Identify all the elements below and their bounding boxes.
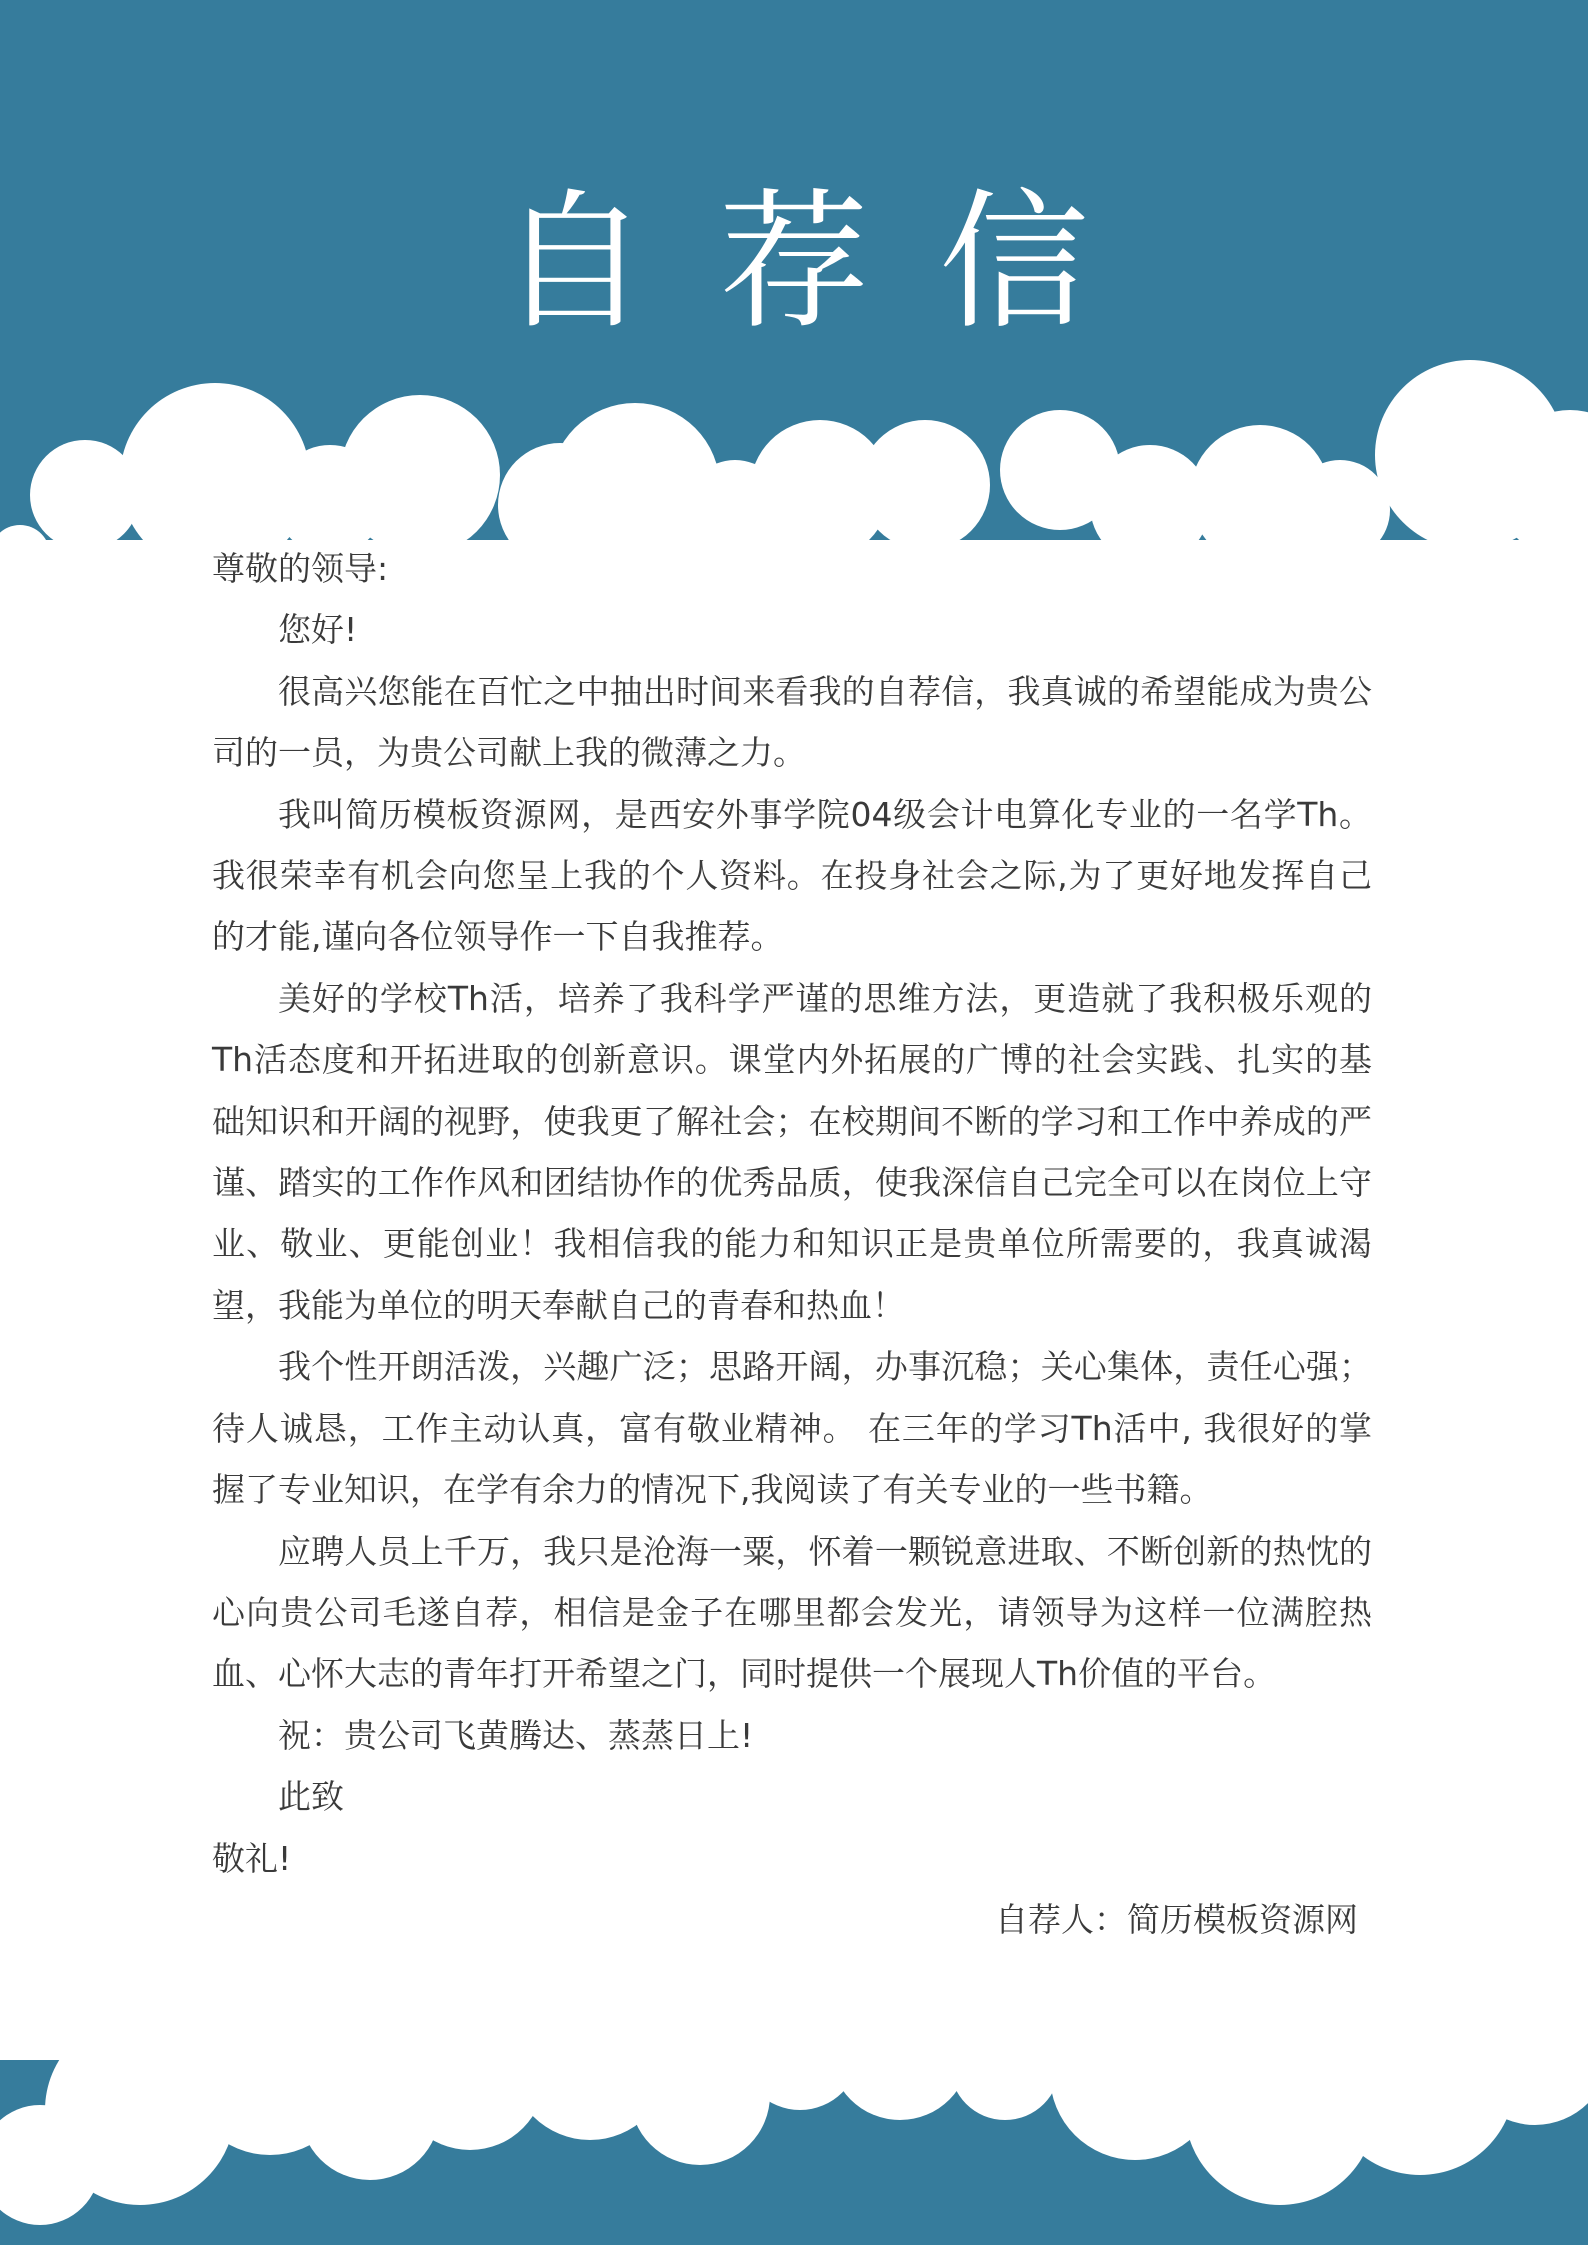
paragraph-application: 应聘人员上千万，我只是沧海一粟，怀着一颗锐意进取、不断创新的热忱的心向贵公司毛遂自荐，相信是金子在哪里都会发光，请领导为这样一位满腔热血、心怀大志的青年打开希望之门，同时提供一个展现人Th价值的平台。 (212, 1531, 1372, 1694)
page-title: 自荐信 (498, 176, 1159, 350)
greeting: 您好! (278, 610, 358, 650)
closing-line: 此致 (278, 1777, 344, 1817)
wish-line: 祝：贵公司飞黄腾达、蒸蒸日上! (278, 1715, 754, 1755)
salutation: 尊敬的领导: (212, 549, 389, 588)
regards-line: 敬礼! (212, 1838, 292, 1878)
paragraph-intro: 很高兴您能在百忙之中抽出时间来看我的自荐信，我真诚的希望能成为贵公司的一员，为贵公司献上我的微薄之力。 (212, 671, 1372, 773)
signature: 自荐人：简历模板资源网 (995, 1899, 1358, 1939)
paragraph-personality: 我个性开朗活泼，兴趣广泛；思路开阔，办事沉稳；关心集体，责任心强；待人诚恳，工作主动认真，富有敬业精神。 在三年的学习Th活中, 我很好的掌握了专业知识，在学有余力的情况下,我阅读了有关专业的一些书籍。 (212, 1347, 1372, 1510)
paragraph-self-introduction: 我叫简历模板资源网，是西安外事学院04级会计电算化专业的一名学Th。我很荣幸有机会向您呈上我的个人资料。在投身社会之际,为了更好地发挥自己的才能,谨向各位领导作一下自我推荐。 (212, 794, 1372, 957)
letter-body (212, 538, 1372, 1950)
paragraph-school-life: 美好的学校Th活，培养了我科学严谨的思维方法，更造就了我积极乐观的Th活态度和开拓进取的创新意识。课堂内外拓展的广博的社会实践、扎实的基础知识和开阔的视野，使我更了解社会；在校期间不断的学习和工作中养成的严谨、踏实的工作作风和团结协作的优秀品质，使我深信自己完全可以在岗位上守业、敬业、更能创业！我相信我的能力和知识正是贵单位所需要的，我真诚渴望，我能为单位的明天奉献自己的青春和热血！ (212, 978, 1372, 1325)
